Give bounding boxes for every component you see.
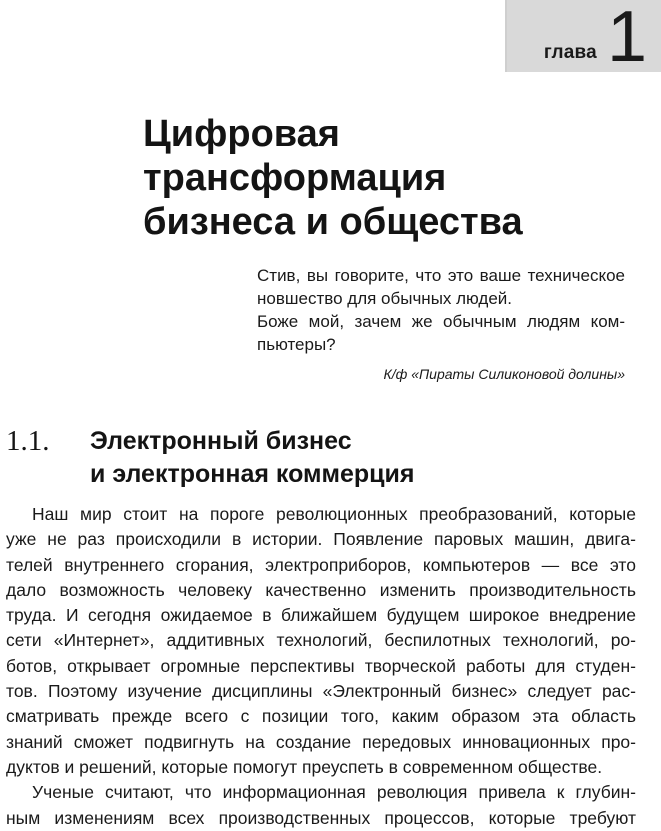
epigraph-quote	[257, 264, 625, 356]
epigraph-source: К/ф «Пираты Силиконовой долины»	[383, 366, 625, 382]
chapter-title-line: трансформация	[143, 157, 447, 199]
chapter-title-line: бизнеса и общества	[143, 201, 523, 243]
epigraph	[257, 264, 625, 382]
body-line: ным изменениям всех производственных процессов, которые требуют	[6, 807, 636, 828]
epigraph-line: Стив, вы говорите, что это ваше техническое	[257, 266, 625, 285]
body-line: дало возможность человеку качественно изменить производительность	[6, 579, 636, 600]
epigraph-line: пьютеры?	[257, 335, 336, 354]
section-title-line: Электронный бизнес	[90, 427, 352, 455]
body-line: труда. И сегодня ожидаемое в ближайшем будущем широкое внедрение	[6, 605, 636, 626]
section-title	[90, 425, 415, 491]
body-line: ботов, открывает огромные перспективы творческой работы для студен-	[6, 655, 636, 676]
section-title-line: и электронная коммерция	[90, 460, 415, 488]
chapter-label: глава	[543, 42, 597, 63]
section-heading	[6, 425, 646, 491]
body-line: сматривать прежде всего с позиции того, каким образом эта область	[6, 706, 636, 727]
body-line: телей внутреннего сгорания, электроприборов, компьютеров — все это	[6, 554, 636, 575]
body-line: Наш мир стоит на пороге революционных преобразований, которые	[32, 504, 636, 524]
body-line: дуктов и решений, которые помогут преуспеть в современном обществе.	[6, 756, 603, 777]
body-line: Ученые считают, что информационная революция привела к глубин-	[32, 782, 636, 803]
body-line: сети «Интернет», аддитивных технологий, беспилотных технологий, ро-	[6, 630, 636, 651]
chapter-number: 1	[606, 0, 647, 77]
chapter-tab	[505, 0, 661, 77]
body-line: тов. Поэтому изучение дисциплины «Электронный бизнес» следует рас-	[6, 681, 636, 702]
body-text	[6, 502, 636, 831]
section-number: 1.1.	[6, 425, 50, 457]
chapter-title-line: Цифровая	[143, 113, 340, 155]
chapter-title	[143, 112, 603, 244]
epigraph-line: Боже мой, зачем же обычным людям ком-	[257, 312, 625, 331]
body-line: уже не раз происходили в истории. Появление паровых машин, двига-	[6, 529, 636, 550]
epigraph-line: новшество для обычных людей.	[257, 289, 513, 308]
body-line: знаний сможет подвигнуть на создание передовых инновационных про-	[6, 731, 636, 752]
